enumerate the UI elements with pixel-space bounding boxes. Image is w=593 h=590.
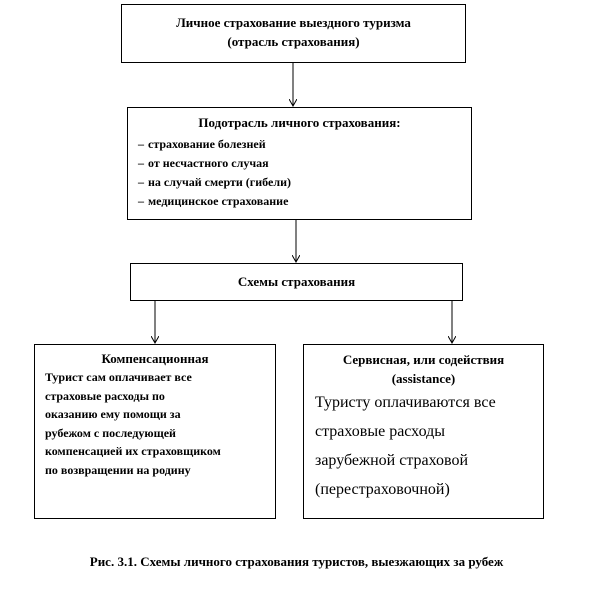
list-item-label: на случай смерти (гибели) (148, 175, 291, 189)
compensation-scheme-box (34, 344, 276, 519)
text-line: компенсацией их страховщиком (45, 444, 221, 458)
list-bullet: – (138, 156, 144, 170)
text-line: страховые расходы (315, 423, 445, 440)
list-item (128, 192, 471, 211)
list-bullet: – (138, 137, 144, 151)
branch-subtitle: (отрасль страхования) (227, 34, 360, 49)
compensation-description (35, 368, 275, 479)
text-line: Турист сам оплачивает все (45, 370, 192, 384)
text-line: зарубежной страховой (315, 452, 468, 469)
figure-caption: Рис. 3.1. Схемы личного страхования туристов, выезжающих за рубеж (89, 554, 504, 569)
text-line: (перестраховочной) (315, 481, 450, 498)
text-line: рубежом с последующей (45, 425, 176, 440)
schemes-title: Схемы страхования (237, 274, 356, 289)
list-bullet: – (138, 194, 144, 208)
service-scheme-box (303, 344, 544, 519)
sub-branch-box (127, 107, 472, 220)
list-item (128, 154, 471, 173)
list-item-label: медицинское страхование (148, 194, 289, 208)
service-description (304, 388, 543, 504)
list-item (128, 135, 471, 154)
compensation-title: Компенсационная (101, 351, 209, 366)
service-title-line: Сервисная, или содействия (342, 352, 505, 367)
schemes-box (130, 263, 463, 301)
text-line: страховые расходы по (45, 388, 165, 403)
text-line: по возвращении на родину (45, 462, 191, 477)
service-title (304, 350, 543, 388)
service-title-line: (assistance) (391, 371, 456, 386)
sub-branch-list (128, 135, 471, 211)
list-item-label: от несчастного случая (148, 156, 269, 170)
list-item-label: страхование болезней (148, 137, 266, 151)
text-line: Туристу оплачиваются все (315, 394, 496, 411)
list-item (128, 173, 471, 192)
list-bullet: – (138, 175, 144, 189)
sub-branch-title: Подотрасль личного страхования: (198, 115, 401, 130)
text-line: оказанию ему помощи за (45, 407, 181, 421)
branch-title: Личное страхование выездного туризма (176, 15, 411, 30)
insurance-branch-box (121, 4, 466, 63)
